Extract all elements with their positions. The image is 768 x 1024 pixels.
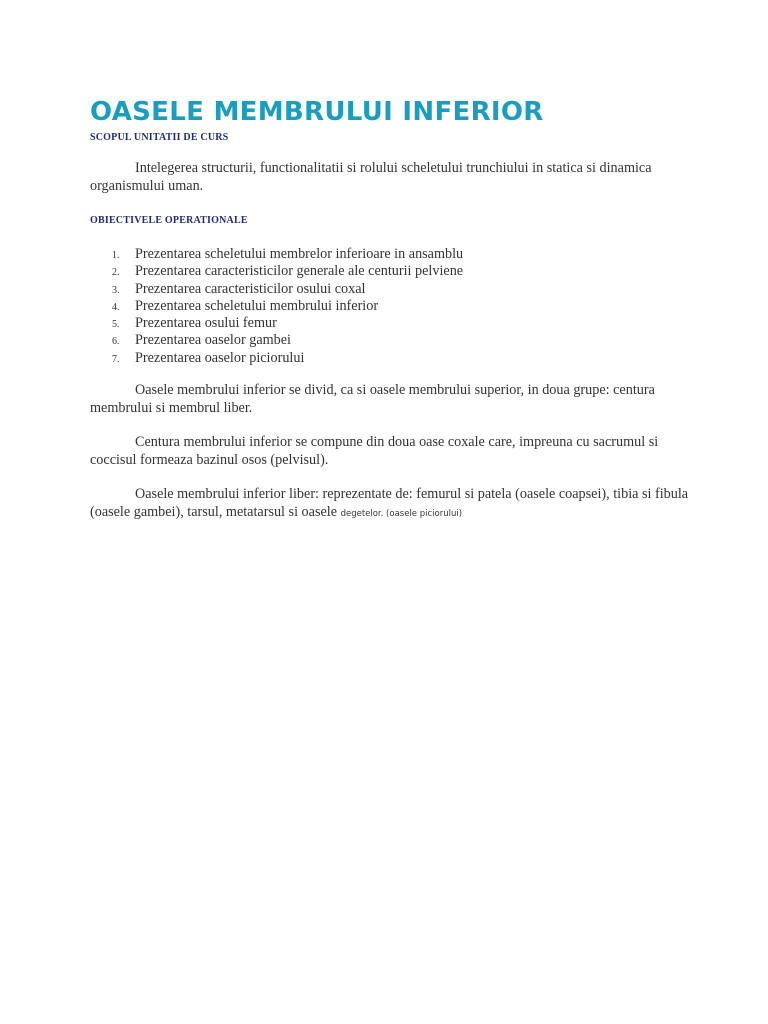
paragraph-free-limb bbox=[90, 486, 690, 523]
objectives-list bbox=[90, 246, 690, 367]
list-item-text: Prezentarea oaselor gambei bbox=[135, 332, 291, 349]
list-item bbox=[90, 281, 690, 298]
list-item bbox=[90, 298, 690, 315]
scope-paragraph: Intelegerea structurii, functionalitatii si rolului scheletului trunchiului in statica si dinamica organismului uman. bbox=[90, 160, 652, 194]
paragraph-pelvic-girdle: Centura membrului inferior se compune din doua oase coxale care, impreuna cu sacrumul si coccisul formeaza bazinul osos (pelvisul). bbox=[90, 434, 659, 468]
list-item-number: 5. bbox=[112, 319, 120, 331]
list-item bbox=[90, 315, 690, 332]
list-item bbox=[90, 263, 690, 280]
paragraph-free-limb-main: Oasele membrului inferior liber: reprezentate de: femurul si patela (oasele coapsei), tibia si fibula (oasele gambei), tarsul, metatarsul si oasele bbox=[90, 486, 689, 520]
list-item-number: 1. bbox=[112, 250, 120, 261]
list-item-text: Prezentarea caracteristicilor osului coxal bbox=[135, 280, 366, 297]
list-item-text: Prezentarea caracteristicilor generale ale centurii pelviene bbox=[135, 263, 464, 280]
list-item bbox=[90, 246, 690, 263]
list-item-text: Prezentarea oaselor piciorului bbox=[135, 349, 305, 366]
list-item bbox=[90, 350, 690, 367]
list-item-number: 2. bbox=[112, 267, 120, 279]
list-item-text: Prezentarea scheletului membrelor inferioare in ansamblu bbox=[135, 246, 464, 262]
document-title: OASELE MEMBRULUI INFERIOR bbox=[90, 97, 544, 127]
list-item-number: 3. bbox=[112, 284, 120, 296]
list-item-number: 7. bbox=[112, 353, 120, 365]
list-item-text: Prezentarea scheletului membrului inferior bbox=[135, 297, 379, 314]
paragraph-bone-groups: Oasele membrului inferior se divid, ca si oasele membrului superior, in doua grupe: centura membrului si membrul liber. bbox=[90, 382, 655, 416]
list-item-text: Prezentarea osului femur bbox=[135, 315, 277, 332]
list-item bbox=[90, 332, 690, 349]
list-item-number: 4. bbox=[112, 301, 120, 313]
list-item-number: 6. bbox=[112, 336, 120, 348]
scope-heading: SCOPUL UNITATII DE CURS bbox=[90, 132, 229, 143]
document-page bbox=[90, 95, 690, 523]
paragraph-free-limb-tail: degetelor. (oasele piciorului) bbox=[340, 508, 463, 519]
objectives-heading: OBIECTIVELE OPERATIONALE bbox=[90, 215, 248, 226]
